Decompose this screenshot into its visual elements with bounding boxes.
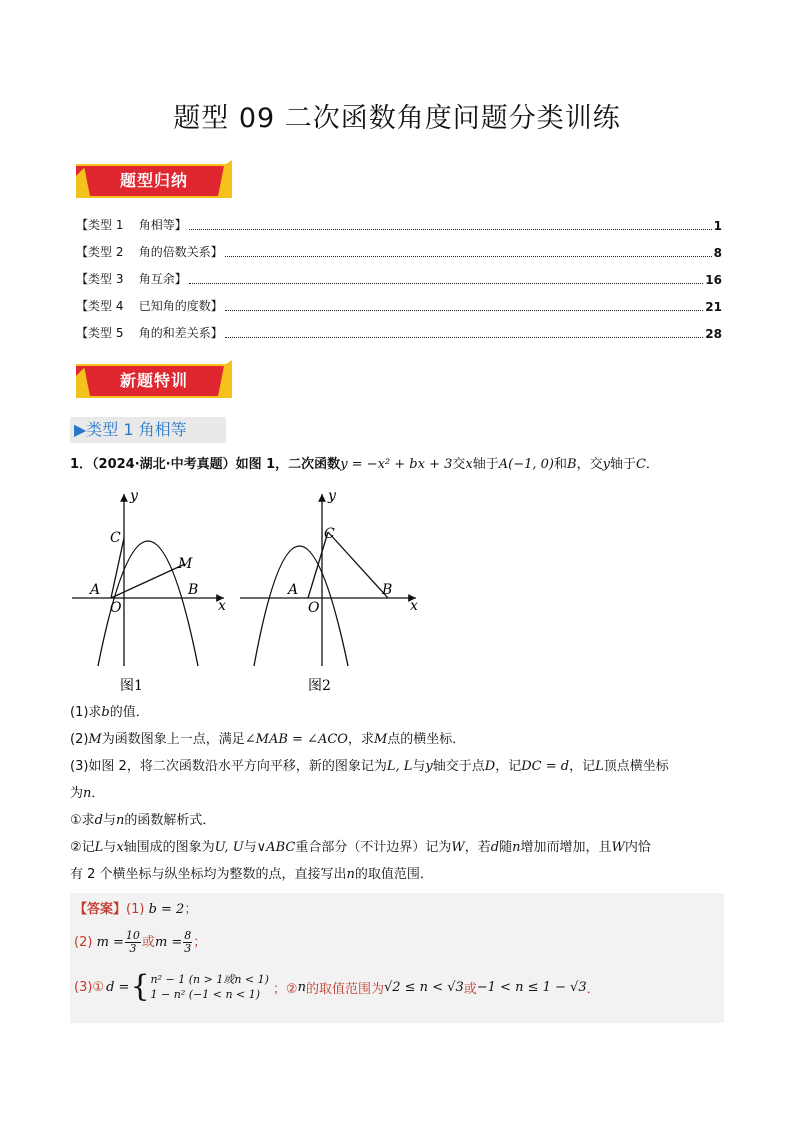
part-text: ①求	[70, 813, 95, 828]
part-text: 与	[103, 840, 117, 855]
answer-line-3	[74, 969, 600, 1004]
q-point: C	[635, 457, 646, 472]
toc-label: 【类型 5 角的和差关系】	[76, 326, 223, 340]
q-var: x	[465, 457, 473, 472]
part-text: 轴交于点	[432, 759, 485, 774]
answer-math: −1 < n ≤ 1 − √3	[476, 979, 587, 995]
toc-row[interactable]	[76, 321, 722, 341]
brace-icon: {	[130, 969, 150, 1004]
toc-row[interactable]	[76, 294, 722, 314]
piecewise-case: 1 − n² (−1 < n < 1)	[150, 988, 261, 1001]
label-b: B	[382, 582, 393, 598]
q-prefix: 1．（2024·湖北·中考真题）如图 1，二次函数	[70, 457, 341, 472]
label-c: C	[324, 526, 335, 542]
label-m: M	[178, 556, 193, 572]
banner-practice-label: 新题特训	[119, 371, 188, 390]
label-o: O	[308, 600, 320, 616]
answer-index: (3)①	[74, 979, 105, 995]
part-text: 点的横坐标．	[387, 732, 466, 747]
part-2	[70, 729, 724, 751]
part-3-sub-2-line-1	[70, 837, 724, 859]
part-var: b	[101, 705, 110, 720]
part-text: 的值．	[109, 705, 149, 720]
part-var: D	[484, 759, 496, 774]
part-var: W	[611, 840, 625, 855]
section-heading: ▶类型 1 角相等	[70, 417, 226, 443]
figure-2-caption: 图2	[308, 678, 331, 694]
q-text: 交	[452, 457, 466, 472]
part-3-sub-2-line-2	[70, 864, 724, 886]
label-c: C	[110, 530, 121, 546]
answer-math: n	[297, 979, 306, 995]
fraction	[125, 930, 141, 955]
answer-text: ；②	[272, 981, 298, 997]
q-text: 轴于	[609, 457, 636, 472]
answer-math: m =	[154, 935, 183, 950]
part-var: n	[116, 813, 125, 828]
toc-page: 1	[713, 219, 722, 233]
toc-leader	[189, 283, 704, 284]
answer-text: 或	[463, 981, 477, 997]
part-3-line-2	[70, 783, 724, 805]
toc-leader	[225, 256, 712, 257]
answer-text: ；	[193, 935, 207, 950]
part-text: ②记	[70, 840, 95, 855]
q-text: 轴于	[472, 457, 499, 472]
part-text: (3)如图 2，将二次函数沿水平方向平移，新的图象记为	[70, 759, 387, 774]
part-text: 为函数图象上一点，满足	[101, 732, 245, 747]
answer-math: d =	[106, 979, 130, 995]
fraction-denominator: 3	[184, 942, 192, 955]
answer-index: (2)	[74, 935, 93, 950]
part-text: (2)	[70, 732, 89, 747]
answer-text: ；	[184, 902, 198, 917]
toc-label: 【类型 4 已知角的度数】	[76, 299, 223, 313]
part-var: y	[425, 759, 433, 774]
toc-leader	[225, 310, 704, 311]
part-var: n	[512, 840, 521, 855]
part-var: L	[595, 759, 604, 774]
label-a: A	[288, 582, 299, 598]
page-title: 题型 09 二次函数角度问题分类训练	[173, 103, 621, 134]
label-a: A	[90, 582, 101, 598]
part-text: ，若	[464, 840, 491, 855]
part-var: W	[451, 840, 465, 855]
answer-text: 或	[141, 935, 155, 950]
part-math: DC = d	[521, 759, 570, 774]
figure-1-caption: 图1	[120, 678, 143, 694]
part-text: 的取值范围．	[354, 867, 433, 882]
label-y: y	[130, 488, 138, 504]
segment-cb	[328, 532, 388, 598]
part-var: x	[116, 840, 124, 855]
label-x: x	[410, 598, 418, 614]
part-text: 有 2 个横坐标与纵坐标均为整数的点，直接写出	[70, 867, 347, 882]
part-text: 为	[70, 786, 84, 801]
q-point: A(−1, 0)	[498, 457, 554, 472]
part-3-line-1	[70, 756, 724, 778]
toc-page: 16	[705, 273, 722, 287]
part-text: 与	[102, 813, 116, 828]
part-3-sub-1	[70, 810, 724, 832]
part-var: M	[373, 732, 388, 747]
figure-2	[240, 488, 418, 694]
figures	[68, 486, 428, 696]
toc-page: 8	[713, 246, 722, 260]
part-text: ，求	[347, 732, 374, 747]
part-var: n	[346, 867, 355, 882]
part-math: ∨ABC	[256, 840, 296, 855]
label-o: O	[110, 600, 122, 616]
banner-practice	[76, 360, 232, 402]
toc-page: 28	[705, 327, 722, 341]
part-1	[70, 702, 724, 724]
toc-row[interactable]	[76, 240, 722, 260]
piecewise-case: n² − 1 (n > 1或n < 1)	[150, 973, 269, 986]
q-point: B	[567, 457, 577, 472]
toc-label: 【类型 2 角的倍数关系】	[76, 245, 223, 259]
part-text: 与	[243, 840, 257, 855]
part-text: 重合部分（不计边界）记为	[295, 840, 452, 855]
q-text: 和	[553, 457, 567, 472]
part-var: d	[490, 840, 500, 855]
label-x: x	[218, 598, 226, 614]
answer-math: √2 ≤ n < √3	[383, 979, 464, 995]
toc-page: 21	[705, 300, 722, 314]
piecewise	[151, 972, 269, 1002]
answer-index: (1)	[126, 902, 145, 917]
part-text: ，记	[495, 759, 522, 774]
segment-am	[111, 564, 185, 598]
part-text: 顶点横坐标	[603, 759, 669, 774]
answer-text: 的取值范围为	[305, 981, 384, 997]
answer-line-1	[74, 898, 197, 917]
question-1-stem	[70, 454, 724, 476]
part-text: ，记	[569, 759, 596, 774]
part-var: U, U	[214, 840, 244, 855]
part-text: 轴围成的图象为	[123, 840, 215, 855]
q-text: ．	[645, 457, 659, 472]
figure-1	[72, 488, 226, 694]
banner-summary-label: 题型归纳	[119, 171, 188, 190]
label-b: B	[188, 582, 199, 598]
answer-text: ．	[586, 981, 600, 997]
part-text: 随	[499, 840, 513, 855]
toc-leader	[189, 229, 712, 230]
part-text: 内恰	[624, 840, 651, 855]
part-text: ．	[91, 786, 105, 801]
part-text: 与	[412, 759, 426, 774]
part-text: (1)求	[70, 705, 102, 720]
parabola	[254, 546, 348, 666]
answer-math: b = 2	[148, 902, 185, 917]
fraction-numerator: 10	[125, 929, 140, 942]
toc-label: 【类型 3 角互余】	[76, 272, 187, 286]
answer-tag: 【答案】	[74, 902, 127, 917]
fraction-numerator: 8	[184, 929, 192, 942]
label-y: y	[328, 488, 336, 504]
q-text: ，交	[576, 457, 603, 472]
part-text: 增加而增加，且	[520, 840, 612, 855]
part-var: n	[83, 786, 92, 801]
answer-math: m =	[96, 935, 124, 950]
toc-label: 【类型 1 角相等】	[76, 218, 187, 232]
part-var: L	[94, 840, 104, 855]
toc-row[interactable]	[76, 213, 722, 233]
part-text: 的函数解析式．	[124, 813, 216, 828]
q-equation: y = −x² + bx + 3	[340, 457, 453, 472]
part-var: d	[94, 813, 103, 828]
toc-leader	[225, 337, 704, 338]
banner-summary	[76, 160, 232, 202]
part-math: ∠MAB = ∠ACO	[244, 732, 348, 747]
part-var: L, L	[386, 759, 413, 774]
fraction	[183, 930, 192, 955]
answer-line-2	[74, 930, 206, 955]
toc-row[interactable]	[76, 267, 722, 287]
q-var: y	[602, 457, 610, 472]
part-var: M	[88, 732, 102, 747]
fraction-denominator: 3	[129, 942, 137, 955]
